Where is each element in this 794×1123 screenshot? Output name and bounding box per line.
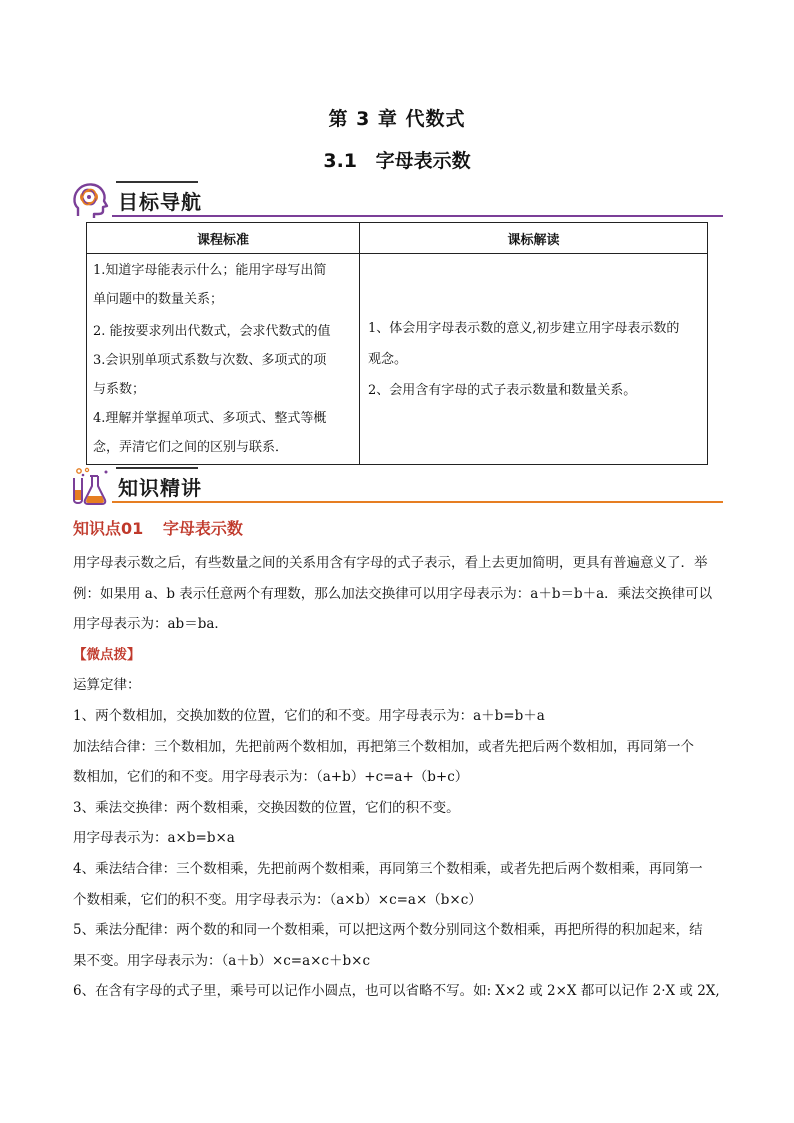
banner-top-line — [116, 467, 198, 469]
standard-line: 3.会识别单项式系数与次数、多项式的项 — [93, 353, 327, 368]
standard-line: 念，弄清它们之间的区别与联系． — [93, 440, 289, 455]
banner-rule — [112, 501, 723, 503]
text-line: 个数相乘，它们的积不变。用字母表示为：（a×b）×c=a×（b×c） — [73, 891, 482, 908]
text-line: 4、乘法结合律：三个数相乘，先把前两个数相乘，再同第三个数相乘，或者先把后两个数相乘，再同第一 — [73, 860, 703, 877]
interpretation-line: 2、会用含有字母的式子表示数量和数量关系。 — [368, 382, 637, 398]
text-line: 1、两个数相加，交换加数的位置，它们的和不变。用字母表示为：a＋b=b＋a — [73, 707, 545, 724]
lab-flask-icon — [70, 466, 110, 506]
col-header-interpretation: 课标解读 — [360, 223, 708, 254]
banner-goals-label: 目标导航 — [118, 190, 202, 214]
knowledge-point-heading: 知识点01 字母表示数 — [73, 519, 243, 538]
standard-cell — [87, 254, 360, 465]
section-title: 3.1 字母表示数 — [323, 150, 471, 172]
interpretation-line: 1、体会用字母表示数的意义,初步建立用字母表示数的 — [368, 320, 680, 336]
text-line: 用字母表示为：ab＝ba． — [73, 616, 228, 633]
text-line: 运算定律： — [73, 677, 141, 694]
interpretation-cell — [360, 254, 708, 465]
banner-goals — [70, 180, 723, 220]
brain-head-icon — [70, 180, 110, 220]
standard-line: 1.知道字母能表示什么；能用字母写出简 — [93, 263, 327, 278]
standard-line: 4.理解并掌握单项式、多项式、整式等概 — [93, 411, 327, 426]
col-header-standard: 课程标准 — [87, 223, 360, 254]
text-line: 用字母表示数之后，有些数量之间的关系用含有字母的式子表示，看上去更加简明，更具有普遍意义了．举 — [73, 555, 708, 571]
interpretation-line: 观念。 — [368, 351, 408, 367]
standard-line: 单问题中的数量关系； — [93, 292, 224, 307]
text-line: 例：如果用 a、b 表示任意两个有理数，那么加法交换律可以用字母表示为：a＋b＝b＋a．乘法交换律可以 — [73, 585, 713, 602]
text-line: 数相加，它们的和不变。用字母表示为：（a+b）+c=a+（b+c） — [73, 769, 469, 786]
text-line: 用字母表示为：a×b=b×a — [73, 830, 235, 847]
text-line: 果不变。用字母表示为：（a＋b）×c=a×c＋b×c — [73, 952, 371, 969]
standard-line: 2. 能按要求列出代数式，会求代数式的值 — [93, 324, 331, 339]
tip-label: 【微点拨】 — [73, 646, 141, 663]
body-text — [73, 548, 725, 1007]
text-line: 加法结合律：三个数相加，先把前两个数相加，再把第三个数相加，或者先把后两个数相加，再同第一个 — [73, 738, 694, 755]
banner-knowledge — [70, 466, 723, 506]
standard-line: 与系数； — [93, 382, 146, 397]
text-line: 5、乘法分配律：两个数的和同一个数相乘，可以把这两个数分别同这个数相乘，再把所得的积加起来，结 — [73, 922, 703, 939]
text-line: 3、乘法交换律：两个数相乘，交换因数的位置，它们的积不变。 — [73, 799, 460, 816]
banner-rule — [112, 215, 723, 217]
text-line: 6、在含有字母的式子里，乘号可以记作小圆点，也可以省略不写。如: X×2 或 2×X 都可以记作 2·X 或 2X, — [73, 983, 720, 1000]
banner-top-line — [116, 181, 198, 183]
chapter-title: 第 3 章 代数式 — [328, 108, 466, 130]
goals-table — [86, 222, 708, 465]
banner-knowledge-label: 知识精讲 — [118, 476, 202, 500]
